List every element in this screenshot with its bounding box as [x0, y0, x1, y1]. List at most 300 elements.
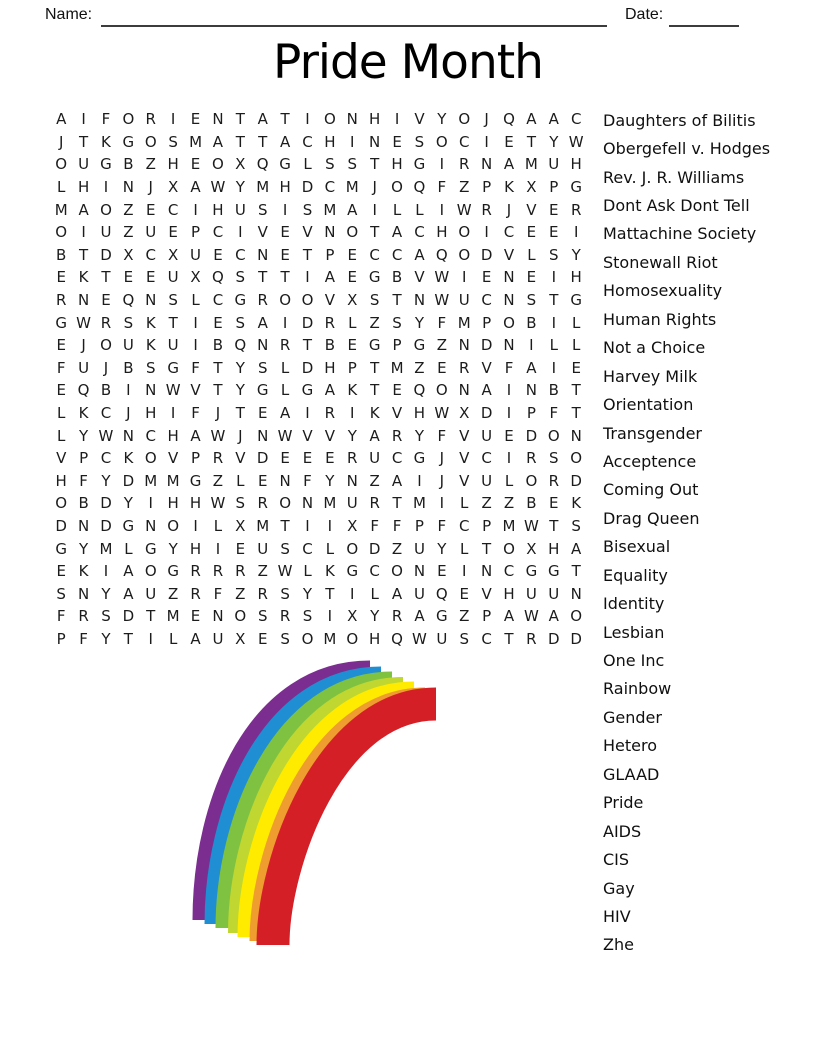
grid-letter-r3c2: U — [78, 155, 90, 174]
grid-letter-r16c21: I — [506, 449, 512, 468]
grid-letter-r24c10: E — [257, 629, 268, 648]
grid-letter-r5c16: L — [392, 200, 402, 219]
grid-letter-r23c17: A — [414, 607, 425, 626]
grid-letter-r13c15: T — [370, 381, 380, 400]
grid-letter-r19c8: L — [213, 516, 223, 535]
grid-letter-r23c10: S — [257, 607, 268, 626]
grid-letter-r15c5: C — [145, 426, 156, 445]
word-list-item: Acceptence — [603, 451, 697, 471]
grid-letter-r14c17: H — [413, 404, 426, 423]
grid-letter-r7c11: E — [280, 245, 290, 264]
grid-letter-r2c23: Y — [549, 132, 559, 151]
grid-letter-r10c19: M — [457, 313, 471, 332]
grid-letter-r23c12: S — [302, 607, 313, 626]
grid-letter-r15c11: W — [277, 426, 293, 445]
grid-letter-r19c2: N — [77, 516, 90, 535]
grid-letter-r14c14: I — [350, 404, 355, 423]
grid-letter-r15c7: A — [190, 426, 201, 445]
grid-letter-r16c20: C — [481, 449, 492, 468]
grid-letter-r15c18: F — [437, 426, 447, 445]
grid-letter-r21c4: A — [123, 562, 134, 581]
grid-letter-r5c15: I — [372, 200, 377, 219]
grid-letter-r9c10: R — [257, 291, 268, 310]
grid-letter-r3c3: G — [100, 155, 112, 174]
grid-letter-r8c21: N — [503, 268, 515, 287]
grid-letter-r15c2: Y — [79, 426, 89, 445]
word-list-item: Coming Out — [603, 480, 699, 500]
grid-letter-r16c11: E — [280, 449, 290, 468]
word-list-item: Rev. J. R. Williams — [603, 167, 745, 187]
grid-letter-r23c13: I — [327, 607, 333, 626]
word-list-item: Stonewall Riot — [603, 252, 718, 272]
grid-letter-r14c5: H — [145, 404, 157, 423]
grid-letter-r13c2: Q — [77, 381, 90, 400]
grid-letter-r11c12: T — [302, 336, 313, 355]
grid-letter-r21c8: R — [212, 562, 224, 581]
grid-letter-r7c20: D — [480, 245, 493, 264]
grid-letter-r3c18: I — [439, 155, 445, 174]
grid-letter-r21c3: I — [103, 562, 109, 581]
grid-letter-r4c22: X — [526, 178, 537, 197]
grid-letter-r13c3: B — [100, 381, 112, 400]
grid-letter-r7c22: L — [527, 245, 536, 264]
grid-letter-r21c19: I — [462, 562, 467, 581]
word-list-item: Zhe — [603, 935, 634, 955]
grid-letter-r18c17: M — [412, 494, 426, 513]
grid-letter-r21c16: O — [391, 562, 403, 581]
grid-letter-r15c16: R — [391, 426, 403, 445]
grid-letter-r17c1: H — [55, 471, 67, 490]
grid-letter-r24c11: S — [280, 629, 290, 648]
grid-letter-r22c7: R — [190, 584, 201, 603]
grid-letter-r16c5: O — [144, 449, 157, 468]
grid-letter-r14c3: C — [100, 404, 112, 423]
rainbow-graphic — [180, 650, 460, 965]
word-list-item: Drag Queen — [603, 508, 700, 528]
grid-letter-r24c9: X — [235, 629, 246, 648]
grid-letter-r19c15: F — [370, 516, 379, 535]
grid-letter-r20c5: G — [144, 539, 157, 558]
grid-letter-r23c2: R — [78, 607, 89, 626]
grid-letter-r19c11: T — [280, 516, 290, 535]
grid-letter-r24c23: D — [548, 629, 560, 648]
grid-letter-r3c21: A — [503, 155, 515, 174]
grid-letter-r13c20: A — [481, 381, 492, 400]
grid-letter-r2c10: T — [258, 132, 268, 151]
grid-letter-r12c17: Z — [414, 358, 425, 377]
word-list-item: Orientation — [603, 395, 694, 415]
grid-letter-r16c10: D — [256, 449, 269, 468]
grid-letter-r10c23: I — [551, 313, 556, 332]
grid-letter-r10c10: A — [257, 313, 268, 332]
grid-letter-r23c19: Z — [459, 607, 470, 626]
word-list-item: Bisexual — [603, 537, 671, 557]
grid-letter-r2c2: T — [79, 132, 89, 151]
grid-letter-r16c15: U — [369, 449, 381, 468]
grid-letter-r19c7: I — [193, 516, 198, 535]
grid-letter-r11c11: R — [279, 336, 291, 355]
grid-letter-r4c12: D — [301, 178, 314, 197]
grid-letter-r8c13: A — [324, 268, 336, 287]
grid-letter-r20c12: C — [302, 539, 313, 558]
grid-letter-r21c24: T — [571, 562, 581, 581]
grid-letter-r19c5: N — [145, 516, 157, 535]
grid-letter-r1c10: A — [257, 110, 268, 129]
grid-letter-r23c22: W — [523, 607, 539, 626]
grid-letter-r15c10: N — [257, 426, 269, 445]
grid-letter-r13c21: I — [506, 381, 512, 400]
grid-letter-r21c14: G — [346, 562, 359, 581]
grid-letter-r2c13: H — [324, 132, 336, 151]
grid-letter-r15c17: Y — [414, 426, 425, 445]
grid-letter-r11c23: L — [549, 336, 558, 355]
grid-letter-r11c9: Q — [234, 336, 247, 355]
grid-letter-r7c2: T — [79, 245, 89, 264]
grid-letter-r20c2: Y — [79, 539, 89, 558]
grid-letter-r17c22: O — [525, 471, 538, 490]
word-list-item: Transgender — [603, 423, 702, 443]
date-fill-in-line — [669, 8, 739, 27]
word-list — [603, 106, 813, 959]
grid-letter-r10c9: S — [235, 313, 246, 332]
grid-letter-r23c5: T — [146, 607, 156, 626]
grid-letter-r2c1: J — [58, 132, 64, 151]
grid-letter-r14c4: J — [126, 404, 131, 423]
grid-letter-r7c23: S — [549, 245, 559, 264]
grid-letter-r7c14: E — [347, 245, 358, 264]
grid-letter-r16c3: C — [100, 449, 112, 468]
grid-letter-r8c1: E — [56, 268, 66, 287]
grid-letter-r21c12: L — [303, 562, 312, 581]
grid-letter-r14c7: F — [191, 404, 200, 423]
grid-letter-r14c16: V — [391, 404, 403, 423]
grid-letter-r9c3: E — [101, 291, 111, 310]
grid-letter-r11c17: G — [413, 336, 426, 355]
grid-letter-r18c24: K — [571, 494, 582, 513]
grid-letter-r12c14: P — [347, 358, 357, 377]
grid-letter-r23c9: O — [234, 607, 247, 626]
grid-letter-r23c4: D — [122, 607, 135, 626]
grid-letter-r7c21: V — [503, 245, 515, 264]
grid-letter-r16c16: C — [391, 449, 403, 468]
grid-letter-r21c20: N — [481, 562, 493, 581]
grid-letter-r12c21: F — [504, 358, 514, 377]
grid-letter-r6c18: H — [436, 223, 448, 242]
grid-letter-r1c13: O — [323, 110, 336, 129]
grid-letter-r18c9: S — [235, 494, 246, 513]
grid-letter-r17c8: Z — [212, 471, 224, 490]
grid-letter-r1c23: A — [548, 110, 559, 129]
grid-letter-r8c23: I — [551, 268, 556, 287]
grid-letter-r12c9: Y — [235, 358, 245, 377]
grid-letter-r13c18: O — [435, 381, 448, 400]
grid-letter-r1c8: N — [212, 110, 224, 129]
grid-letter-r4c10: M — [256, 178, 270, 197]
grid-letter-r8c15: G — [368, 268, 381, 287]
grid-letter-r7c10: N — [257, 245, 269, 264]
grid-letter-r6c3: U — [100, 223, 112, 242]
grid-letter-r8c19: I — [462, 268, 467, 287]
grid-letter-r14c19: X — [459, 404, 470, 423]
name-fill-in-line — [101, 8, 607, 27]
grid-letter-r1c5: R — [145, 110, 156, 129]
grid-letter-r16c14: R — [347, 449, 358, 468]
grid-letter-r11c6: U — [167, 336, 179, 355]
grid-letter-r3c4: B — [123, 155, 134, 174]
grid-letter-r12c19: R — [459, 358, 470, 377]
grid-letter-r19c21: M — [502, 516, 516, 535]
grid-letter-r11c16: P — [392, 336, 402, 355]
grid-letter-r3c22: M — [524, 155, 538, 174]
grid-letter-r14c11: A — [279, 404, 291, 423]
grid-letter-r10c21: O — [503, 313, 515, 332]
grid-letter-r7c6: X — [168, 245, 179, 264]
grid-letter-r1c19: O — [458, 110, 471, 129]
grid-letter-r5c12: S — [302, 200, 313, 219]
grid-letter-r9c7: L — [191, 291, 200, 310]
grid-letter-r2c8: A — [212, 132, 224, 151]
grid-letter-r6c19: O — [458, 223, 471, 242]
grid-letter-r22c6: Z — [168, 584, 179, 603]
grid-letter-r14c20: D — [480, 404, 493, 423]
grid-letter-r17c3: Y — [101, 471, 111, 490]
grid-letter-r6c8: C — [212, 223, 224, 242]
word-list-item: Homosexuality — [603, 281, 723, 301]
grid-letter-r10c20: P — [482, 313, 492, 332]
grid-letter-r21c15: C — [369, 562, 380, 581]
grid-letter-r7c9: C — [235, 245, 246, 264]
grid-letter-r1c21: Q — [503, 110, 515, 129]
word-list-item: Gay — [603, 878, 635, 898]
grid-letter-r10c12: D — [301, 313, 314, 332]
grid-letter-r16c4: K — [123, 449, 134, 468]
grid-letter-r11c20: D — [480, 336, 493, 355]
grid-letter-r22c22: U — [525, 584, 537, 603]
grid-letter-r24c19: S — [459, 629, 469, 648]
letter-grid — [50, 108, 587, 650]
word-list-item: Mattachine Society — [603, 224, 757, 244]
grid-letter-r18c18: I — [439, 494, 445, 513]
word-list-item: Rainbow — [603, 679, 672, 699]
grid-letter-r14c23: F — [549, 404, 559, 423]
grid-letter-r18c1: O — [55, 494, 68, 513]
grid-letter-r11c4: U — [122, 336, 134, 355]
grid-letter-r18c5: I — [148, 494, 153, 513]
grid-letter-r4c19: Z — [459, 178, 470, 197]
grid-letter-r12c13: H — [324, 358, 336, 377]
grid-letter-r16c22: R — [526, 449, 537, 468]
grid-letter-r18c15: R — [369, 494, 380, 513]
grid-letter-r4c23: P — [549, 178, 559, 197]
grid-letter-r3c5: Z — [145, 155, 156, 174]
grid-letter-r16c13: E — [325, 449, 335, 468]
grid-letter-r1c15: H — [369, 110, 381, 129]
grid-letter-r1c1: A — [56, 110, 67, 129]
grid-letter-r8c10: T — [258, 268, 268, 287]
grid-letter-r9c22: S — [526, 291, 537, 310]
grid-letter-r12c4: B — [123, 358, 134, 377]
grid-letter-r10c22: B — [526, 313, 537, 332]
grid-letter-r5c14: A — [347, 200, 358, 219]
grid-letter-r23c24: O — [570, 607, 583, 626]
grid-letter-r9c5: N — [145, 291, 157, 310]
grid-letter-r14c1: L — [57, 404, 66, 423]
grid-letter-r2c9: T — [235, 132, 245, 151]
grid-letter-r8c5: E — [146, 268, 156, 287]
grid-letter-r15c13: V — [324, 426, 336, 445]
grid-letter-r16c18: J — [439, 449, 445, 468]
grid-letter-r9c18: W — [434, 291, 450, 310]
grid-letter-r2c18: O — [435, 132, 448, 151]
grid-letter-r13c22: N — [525, 381, 538, 400]
grid-letter-r6c9: I — [238, 223, 243, 242]
grid-letter-r14c12: I — [305, 404, 310, 423]
grid-letter-r17c13: Y — [325, 471, 335, 490]
grid-letter-r22c3: Y — [101, 584, 111, 603]
grid-letter-r3c23: U — [548, 155, 560, 174]
grid-letter-r18c7: H — [189, 494, 202, 513]
grid-letter-r4c6: X — [168, 178, 179, 197]
grid-letter-r23c8: N — [212, 607, 224, 626]
grid-letter-r24c24: D — [570, 629, 582, 648]
grid-letter-r21c7: R — [190, 562, 201, 581]
grid-letter-r5c1: M — [54, 200, 68, 219]
grid-letter-r3c17: G — [413, 155, 426, 174]
grid-letter-r8c12: I — [305, 268, 310, 287]
grid-letter-r9c15: S — [369, 291, 380, 310]
grid-letter-r15c22: D — [525, 426, 538, 445]
grid-letter-r8c9: S — [235, 268, 246, 287]
grid-letter-r11c1: E — [56, 336, 66, 355]
grid-letter-r2c24: W — [568, 132, 584, 151]
grid-letter-r12c7: F — [191, 358, 200, 377]
grid-letter-r22c11: S — [280, 584, 290, 603]
word-list-item: CIS — [603, 850, 630, 870]
grid-letter-r22c12: Y — [302, 584, 313, 603]
grid-letter-r13c5: N — [145, 381, 157, 400]
grid-letter-r12c2: U — [78, 358, 90, 377]
grid-letter-r5c8: H — [212, 200, 224, 219]
grid-letter-r6c4: Z — [123, 223, 134, 242]
grid-letter-r18c14: U — [346, 494, 358, 513]
grid-letter-r4c3: I — [103, 178, 109, 197]
grid-letter-r17c4: D — [122, 471, 135, 490]
grid-letter-r5c6: C — [167, 200, 179, 219]
grid-letter-r8c18: W — [434, 268, 450, 287]
grid-letter-r24c13: M — [323, 629, 337, 648]
grid-letter-r8c22: E — [526, 268, 537, 287]
grid-letter-r23c14: X — [347, 607, 358, 626]
grid-letter-r8c4: E — [123, 268, 134, 287]
grid-letter-r3c13: S — [325, 155, 335, 174]
grid-letter-r7c16: C — [391, 245, 403, 264]
grid-letter-r1c14: N — [346, 110, 358, 129]
grid-letter-r11c21: N — [503, 336, 515, 355]
word-list-item: Lesbian — [603, 622, 665, 642]
grid-letter-r10c15: Z — [369, 313, 380, 332]
grid-letter-r4c11: H — [279, 178, 291, 197]
grid-letter-r19c23: T — [549, 516, 559, 535]
grid-letter-r15c24: N — [570, 426, 582, 445]
grid-letter-r19c19: C — [458, 516, 470, 535]
grid-letter-r19c3: D — [100, 516, 112, 535]
grid-letter-r14c21: I — [506, 404, 512, 423]
grid-letter-r18c16: T — [392, 494, 402, 513]
grid-letter-r1c6: I — [170, 110, 176, 129]
grid-letter-r19c24: S — [571, 516, 581, 535]
grid-letter-r15c19: V — [459, 426, 470, 445]
grid-letter-r13c11: L — [280, 381, 290, 400]
grid-letter-r23c21: A — [503, 607, 515, 626]
word-list-item: Daughters of Bilitis — [603, 110, 756, 130]
grid-letter-r12c18: E — [437, 358, 447, 377]
grid-letter-r24c21: T — [504, 629, 514, 648]
grid-letter-r3c24: H — [570, 155, 582, 174]
grid-letter-r17c18: J — [439, 471, 445, 490]
grid-letter-r22c16: A — [391, 584, 403, 603]
grid-letter-r20c13: L — [325, 539, 335, 558]
grid-letter-r15c1: L — [57, 426, 66, 445]
grid-letter-r20c21: O — [503, 539, 515, 558]
grid-letter-r14c8: J — [215, 404, 221, 423]
grid-letter-r17c2: F — [79, 471, 88, 490]
grid-letter-r16c6: V — [168, 449, 179, 468]
grid-letter-r17c14: N — [346, 471, 358, 490]
grid-letter-r2c22: T — [526, 132, 536, 151]
grid-letter-r22c2: N — [77, 584, 90, 603]
grid-letter-r7c13: P — [325, 245, 335, 264]
grid-letter-r12c10: S — [257, 358, 268, 377]
word-list-item: Pride — [603, 793, 644, 813]
word-list-item: AIDS — [603, 821, 642, 841]
grid-letter-r22c9: Z — [235, 584, 246, 603]
grid-letter-r23c18: G — [436, 607, 448, 626]
grid-letter-r7c17: A — [414, 245, 425, 264]
grid-letter-r24c2: F — [79, 629, 88, 648]
grid-letter-r17c21: L — [504, 471, 514, 490]
grid-letter-r1c24: C — [570, 110, 582, 129]
grid-letter-r22c1: S — [56, 584, 66, 603]
grid-letter-r7c24: Y — [571, 245, 581, 264]
grid-letter-r20c20: T — [482, 539, 492, 558]
grid-letter-r8c16: B — [391, 268, 403, 287]
grid-letter-r5c4: Z — [123, 200, 134, 219]
grid-letter-r21c23: G — [547, 562, 560, 581]
word-list-item: Human Rights — [603, 309, 717, 329]
grid-letter-r10c24: L — [572, 313, 581, 332]
grid-letter-r16c23: S — [549, 449, 559, 468]
grid-letter-r21c2: K — [78, 562, 89, 581]
grid-letter-r16c19: V — [459, 449, 470, 468]
grid-letter-r19c18: F — [437, 516, 447, 535]
grid-letter-r18c19: L — [460, 494, 469, 513]
grid-letter-r3c20: N — [481, 155, 493, 174]
grid-letter-r24c22: R — [526, 629, 537, 648]
grid-letter-r14c2: K — [78, 404, 89, 423]
grid-letter-r21c10: Z — [257, 562, 268, 581]
grid-letter-r10c11: I — [282, 313, 288, 332]
grid-letter-r20c9: E — [235, 539, 246, 558]
grid-letter-r21c13: K — [324, 562, 335, 581]
grid-letter-r12c8: T — [213, 358, 223, 377]
grid-letter-r10c2: W — [76, 313, 91, 332]
grid-letter-r13c17: Q — [413, 381, 426, 400]
grid-letter-r22c24: N — [570, 584, 582, 603]
word-list-item: Gender — [603, 707, 662, 727]
grid-letter-r18c12: N — [301, 494, 314, 513]
grid-letter-r4c17: Q — [413, 178, 426, 197]
grid-letter-r11c18: Z — [436, 336, 447, 355]
